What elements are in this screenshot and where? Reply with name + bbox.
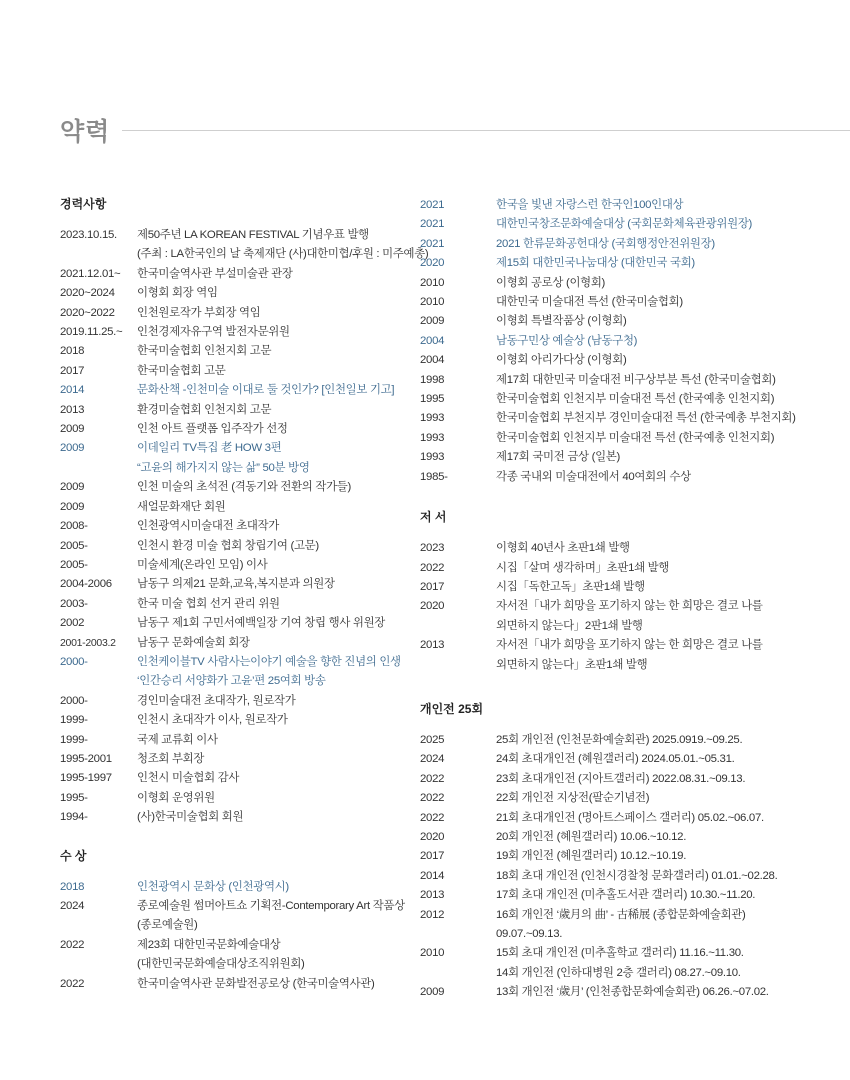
list-item (60, 342, 405, 361)
solo-exhibitions-section (420, 701, 840, 1003)
item-year: 1995 (420, 393, 445, 406)
item-text: 13회 개인전 ‘歲月’ (인천종합문화예술회관) 06.26.~07.02. (496, 986, 769, 999)
item-text: 한국미술협회 고문 (137, 364, 226, 377)
list-item (420, 983, 840, 1002)
item-text: 인천시 초대작가 이사, 원로작가 (137, 714, 288, 727)
list-item (420, 559, 840, 578)
page-title: 약력 (60, 118, 111, 146)
item-year: 2018 (60, 345, 85, 358)
list-item (420, 847, 840, 866)
item-year: 2009 (420, 315, 445, 328)
item-text: 16회 개인전 ‘歲月의 曲’ - 古稀展 (종합문화예술회관) (496, 908, 746, 921)
list-item (60, 789, 405, 808)
list-item (60, 897, 405, 916)
item-text: 인천 미술의 초석전 (격동기와 전환의 작가들) (137, 481, 351, 494)
item-year: 1995-1997 (60, 772, 112, 785)
books-section (420, 509, 840, 675)
item-year: 2020 (420, 830, 445, 843)
item-year: 2004 (420, 354, 445, 367)
awards-list-right (420, 196, 840, 487)
item-text: 시집「독한고독」초판1쇄 발행 (496, 580, 645, 593)
awards-heading: 수 상 (60, 848, 87, 863)
item-text: (종로예술원) (137, 919, 198, 932)
item-year: 1993 (420, 431, 445, 444)
books-list (420, 539, 840, 675)
list-item (60, 936, 405, 955)
item-year: 2022 (420, 772, 445, 785)
item-year (420, 656, 496, 675)
item-year (420, 964, 496, 983)
item-year: 2024 (60, 900, 85, 912)
item-year: 2020~2022 (60, 306, 115, 319)
item-year: 2023 (420, 542, 445, 555)
list-item (420, 371, 840, 390)
list-item (60, 808, 405, 827)
item-year: 2020 (420, 600, 445, 613)
item-year (60, 916, 137, 935)
list-item (60, 692, 405, 711)
item-text: 22회 개인전 지상전(팔순기념전) (496, 792, 650, 805)
item-year: 2004-2006 (60, 578, 112, 591)
list-item (60, 459, 405, 478)
item-year (60, 955, 137, 974)
awards-list-left (60, 878, 405, 994)
item-year: 2010 (420, 276, 445, 289)
item-year: 2013 (420, 639, 445, 652)
list-item (420, 750, 840, 769)
item-text: 이형회 40년사 초판1쇄 발행 (496, 542, 630, 555)
list-item (420, 828, 840, 847)
list-item (420, 429, 840, 448)
list-item (420, 789, 840, 808)
list-item (420, 809, 840, 828)
item-year: 2013 (420, 889, 445, 902)
item-text: 18회 초대 개인전 (인천시경찰청 문화갤러리) 01.01.~02.28. (496, 869, 778, 882)
list-item (420, 578, 840, 597)
list-item (60, 265, 405, 284)
item-year: 2009 (60, 500, 85, 513)
item-text: 제50주년 LA KOREAN FESTIVAL 기념우표 발행 (137, 229, 369, 241)
item-text: 남동구 의제21 문화,교육,복지분과 의원장 (137, 578, 335, 591)
list-item (60, 517, 405, 536)
item-year (420, 617, 496, 636)
list-item (420, 293, 840, 312)
item-text: 시집「살며 생각하며」초판1쇄 발행 (496, 561, 670, 574)
item-year: 2019.11.25.~ (60, 326, 123, 339)
solo-list (420, 731, 840, 1003)
item-year: 2020 (420, 257, 445, 270)
list-item (420, 539, 840, 558)
item-year: 2010 (420, 296, 445, 309)
item-text: 한국미술협회 인천지회 고문 (137, 345, 272, 358)
item-year: 2023.10.15. (60, 229, 117, 241)
item-text: ‘인간승리 서양화가 고윤’편 25여회 방송 (137, 675, 326, 688)
item-text: 인천원로작가 부회장 역임 (137, 306, 261, 319)
item-text: 인천케이블TV 사람사는이야기 예술을 향한 진념의 인생 (137, 655, 401, 668)
item-year: 2005- (60, 539, 88, 552)
item-year (60, 672, 137, 691)
item-year: 2018 (60, 880, 85, 893)
item-year: 2021 (420, 199, 445, 211)
item-text: 25회 개인전 (인천문화예술회관) 2025.0919.~09.25. (496, 733, 743, 746)
list-item (60, 595, 405, 614)
item-text: 대한민국창조문화예술대상 (국회문화체육관광위원장) (496, 218, 753, 231)
item-text: 한국 미술 협회 선거 관리 위원 (137, 597, 280, 610)
item-year: 2005- (60, 558, 88, 571)
item-year: 2017 (420, 850, 445, 863)
list-item (60, 362, 405, 381)
item-year: 2017 (60, 364, 85, 377)
item-year: 2010 (420, 947, 445, 960)
item-year: 1985- (420, 470, 448, 483)
item-year: 2021 (420, 237, 445, 250)
item-year: 2001-2003.2 (60, 636, 116, 649)
item-text: 이형회 운영위원 (137, 791, 215, 804)
item-year (60, 245, 137, 264)
item-year: 1993 (420, 451, 445, 464)
career-heading: 경력사항 (60, 197, 107, 211)
list-item (420, 617, 840, 636)
item-year: 2025 (420, 733, 445, 746)
list-item (60, 556, 405, 575)
item-text: (주최 : LA한국인의 날 축제재단 (사)대한미협/후원 : 미주예총) (137, 248, 429, 261)
item-text: “고윤의 해가지지 않는 삶” 50분 방영 (137, 461, 310, 474)
list-item (420, 964, 840, 983)
list-item (420, 906, 840, 925)
item-text: 09.07.~09.13. (496, 928, 563, 940)
item-year: 1999- (60, 733, 88, 746)
item-text: 이형회 아리가다상 (이형회) (496, 354, 627, 367)
item-year: 2014 (60, 384, 85, 397)
item-year (420, 925, 496, 944)
list-item (420, 448, 840, 467)
item-text: 20회 개인전 (혜원갤러리) 10.06.~10.12. (496, 830, 687, 843)
list-item (60, 304, 405, 323)
list-item (420, 867, 840, 886)
list-item (420, 656, 840, 675)
item-text: 문화산책 -인천미술 이대로 둘 것인가? [인천일보 기고] (137, 384, 395, 397)
item-year: 2024 (420, 753, 445, 766)
item-text: 2021 한류문화공헌대상 (국회행정안전위원장) (496, 237, 715, 250)
item-year: 2021.12.01~ (60, 267, 121, 280)
list-item (60, 284, 405, 303)
list-item (60, 245, 429, 264)
item-year: 1995-2001 (60, 752, 112, 765)
awards-continued-section (420, 196, 840, 487)
item-text: 제17회 대한민국 미술대전 비구상부분 특선 (한국미술협회) (496, 373, 776, 386)
item-year: 2022 (420, 811, 445, 824)
item-text: 남동구 문화예술회 회장 (137, 636, 250, 649)
page-header (60, 114, 850, 154)
item-year: 2008- (60, 520, 88, 533)
item-text: 국제 교류회 이사 (137, 733, 218, 746)
list-item (60, 750, 405, 769)
item-text: 자서전「내가 희망을 포기하지 않는 한 희망은 결코 나를 (496, 639, 763, 652)
item-text: 외면하지 않는다」2판1쇄 발행 (496, 619, 643, 632)
career-list (60, 226, 429, 828)
list-item (60, 323, 405, 342)
item-text: 대한민국 미술대전 특선 (한국미술협회) (496, 296, 683, 309)
item-text: 환경미술협회 인천지회 고문 (137, 403, 272, 416)
item-year: 1999- (60, 714, 88, 727)
item-year: 2022 (420, 792, 445, 805)
list-item (420, 468, 840, 487)
list-item (60, 672, 405, 691)
list-item (420, 636, 840, 655)
title-divider (122, 130, 850, 131)
item-text: 제15회 대한민국나눔대상 (대한민국 국회) (496, 257, 695, 270)
item-text: 한국을 빛낸 자랑스런 한국인100인대상 (496, 199, 684, 211)
left-column (60, 196, 429, 994)
list-item (420, 409, 840, 428)
list-item (420, 254, 840, 273)
item-text: (대한민국문화예술대상조직위원회) (137, 958, 305, 971)
list-item (420, 886, 840, 905)
list-item (60, 878, 405, 897)
list-item (420, 731, 840, 750)
right-column (420, 196, 840, 1003)
item-year: 2021 (420, 218, 445, 231)
list-item (60, 614, 405, 633)
list-item (60, 420, 405, 439)
list-item (420, 332, 840, 351)
item-year: 1995- (60, 791, 88, 804)
item-year: 2000- (60, 694, 88, 707)
item-year: 1993 (420, 412, 445, 425)
item-year: 2020~2024 (60, 287, 115, 300)
item-year: 2009 (60, 423, 85, 436)
list-item (60, 634, 405, 653)
item-year: 2022 (420, 561, 445, 574)
item-year: 1994- (60, 811, 88, 824)
item-text: 청조회 부회장 (137, 752, 205, 765)
item-text: 인천시 환경 미술 협회 창립기여 (고문) (137, 539, 319, 552)
item-text: 각종 국내외 미술대전에서 40여회의 수상 (496, 470, 691, 483)
item-text: 이형회 회장 역임 (137, 287, 218, 300)
item-text: 17회 초대 개인전 (미추홀도서관 갤러리) 10.30.~11.20. (496, 889, 756, 902)
list-item (420, 944, 840, 963)
item-text: 새얼문화재단 회원 (137, 500, 226, 513)
list-item (420, 597, 840, 616)
item-year: 2014 (420, 869, 445, 882)
item-year (60, 459, 137, 478)
list-item (60, 731, 405, 750)
list-item (60, 711, 405, 730)
item-text: 한국미술역사관 문화발전공로상 (한국미술역사관) (137, 977, 375, 990)
list-item (60, 653, 405, 672)
list-item (420, 312, 840, 331)
list-item (60, 401, 405, 420)
item-text: 이데일리 TV특집 老 HOW 3편 (137, 442, 282, 455)
item-text: 인천광역시미술대전 초대작가 (137, 520, 280, 533)
item-year: 2003- (60, 597, 88, 610)
item-text: 남동구 제1회 구민서예백일장 기여 창립 행사 위원장 (137, 617, 385, 630)
item-text: 21회 초대개인전 (명아트스페이스 갤러리) 05.02.~06.07. (496, 811, 764, 824)
item-year: 2009 (60, 442, 85, 455)
list-item (420, 215, 840, 234)
list-item (60, 381, 405, 400)
list-item (420, 196, 840, 215)
item-year: 2000- (60, 655, 88, 668)
item-text: 인천시 미술협회 감사 (137, 772, 240, 785)
item-year: 2022 (60, 977, 85, 990)
item-year: 2009 (420, 986, 445, 999)
solo-heading: 개인전 25회 (420, 701, 484, 716)
item-year: 2012 (420, 908, 445, 921)
books-heading: 저 서 (420, 510, 447, 525)
item-text: 이형회 특별작품상 (이형회) (496, 315, 627, 328)
item-year: 2022 (60, 938, 85, 951)
list-item (60, 769, 405, 788)
item-year: 2017 (420, 580, 445, 593)
list-item (60, 537, 405, 556)
item-text: 한국미술협회 부천지부 경인미술대전 특선 (한국예총 부천지회) (496, 412, 796, 425)
item-text: 14회 개인전 (인하대병원 2층 갤러리) 08.27.~09.10. (496, 966, 741, 979)
item-text: 인천광역시 문화상 (인천광역시) (137, 880, 289, 893)
item-year: 1998 (420, 373, 445, 386)
item-text: 미술세계(온라인 모임) 이사 (137, 558, 268, 571)
item-text: 24회 초대개인전 (혜원갤러리) 2024.05.01.~05.31. (496, 753, 735, 766)
list-item (60, 916, 405, 935)
item-text: 인천 아트 플랫폼 입주작가 선정 (137, 423, 288, 436)
item-text: 한국미술역사관 부설미술관 관장 (137, 267, 293, 280)
item-text: 남동구민상 예술상 (남동구청) (496, 334, 638, 347)
item-text: 15회 초대 개인전 (미추홀학교 갤러리) 11.16.~11.30. (496, 947, 744, 960)
list-item (60, 226, 405, 245)
item-text: 인천경제자유구역 발전자문위원 (137, 326, 290, 339)
list-item (420, 351, 840, 370)
item-text: 한국미술협회 인천지부 미술대전 특선 (한국예총 인천지회) (496, 393, 775, 406)
item-text: 제17회 국미전 금상 (일본) (496, 451, 620, 464)
list-item (60, 498, 405, 517)
item-text: 종로예술원 썸머아트쇼 기획전-Contemporary Art 작품상 (137, 900, 405, 912)
list-item (60, 955, 405, 974)
career-section (60, 196, 429, 828)
item-year: 2004 (420, 334, 445, 347)
item-text: 한국미술협회 인천지부 미술대전 특선 (한국예총 인천지회) (496, 431, 775, 444)
list-item (60, 478, 405, 497)
list-item (60, 975, 405, 994)
item-text: 이형회 공로상 (이형회) (496, 276, 606, 289)
list-item (420, 274, 840, 293)
item-year: 2013 (60, 403, 85, 416)
list-item (420, 925, 840, 944)
list-item (420, 390, 840, 409)
item-text: 외면하지 않는다」초판1쇄 발행 (496, 658, 648, 671)
item-text: 23회 초대개인전 (지아트갤러리) 2022.08.31.~09.13. (496, 772, 746, 785)
item-text: 경인미술대전 초대작가, 원로작가 (137, 694, 296, 707)
item-text: 자서전「내가 희망을 포기하지 않는 한 희망은 결코 나를 (496, 600, 763, 613)
item-year: 2002 (60, 617, 85, 630)
item-year: 2009 (60, 481, 85, 494)
list-item (60, 439, 405, 458)
list-item (420, 235, 840, 254)
item-text: 제23회 대한민국문화예술대상 (137, 938, 281, 951)
list-item (60, 575, 405, 594)
awards-section (60, 848, 405, 994)
item-text: (사)한국미술협회 회원 (137, 811, 244, 824)
item-text: 19회 개인전 (혜원갤러리) 10.12.~10.19. (496, 850, 687, 863)
list-item (420, 770, 840, 789)
